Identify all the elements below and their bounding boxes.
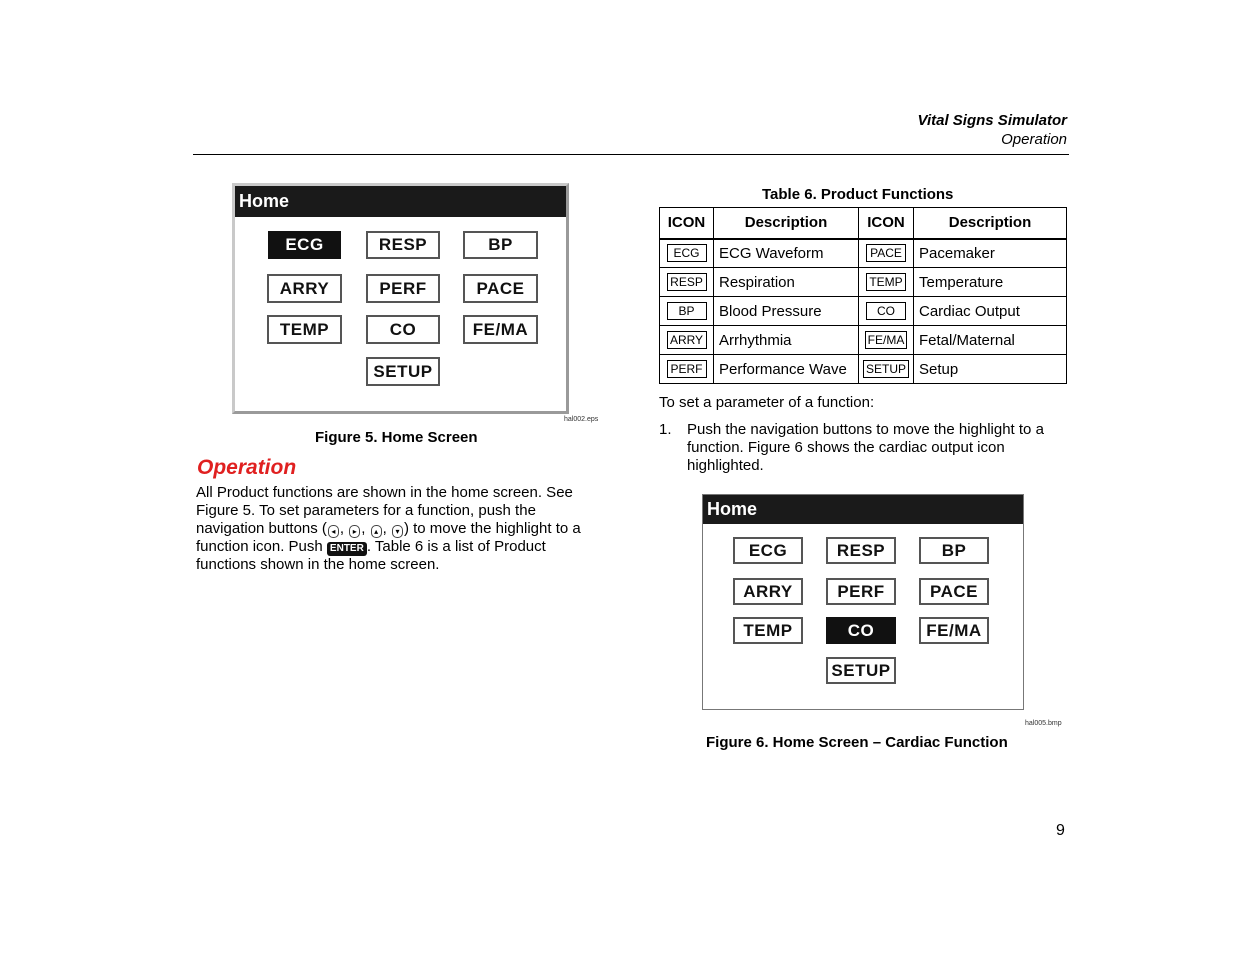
table-header-row — [660, 208, 1067, 239]
screen-button-co: CO — [826, 617, 896, 644]
para-line — [196, 538, 616, 556]
para-text: ) to move the highlight to a — [403, 520, 581, 537]
figure5-filename: hal002.eps — [564, 416, 599, 423]
screen-button-fema: FE/MA — [919, 617, 989, 644]
instructions-intro: To set a parameter of a function: — [659, 394, 875, 411]
screen-button-pace: PACE — [919, 578, 989, 605]
screen-button-perf: PERF — [366, 274, 440, 303]
table-cell: Arrhythmia — [714, 326, 859, 355]
table-cell — [859, 355, 914, 384]
para-line: functions shown in the home screen. — [196, 556, 440, 573]
screen-button-temp: TEMP — [733, 617, 803, 644]
table-row — [660, 355, 1067, 384]
screen-button-ecg: ECG — [268, 231, 341, 259]
para-text: navigation buttons ( — [196, 520, 327, 537]
table-cell — [660, 326, 714, 355]
screen-button-arry: ARRY — [267, 274, 342, 303]
running-header-section: Operation — [1001, 131, 1067, 148]
table-header-cell: ICON — [660, 208, 714, 239]
table-cell — [859, 297, 914, 326]
table-cell — [859, 239, 914, 268]
table-cell: Temperature — [914, 268, 1067, 297]
fema-icon: FE/MA — [865, 331, 908, 349]
screen-button-setup: SETUP — [826, 657, 896, 684]
ecg-icon: ECG — [667, 244, 707, 262]
table-cell — [660, 239, 714, 268]
table-cell: Fetal/Maternal — [914, 326, 1067, 355]
header-rule — [193, 154, 1069, 155]
step-line: Push the navigation buttons to move the highlight to a — [687, 421, 1044, 438]
table-cell: Cardiac Output — [914, 297, 1067, 326]
para-line: All Product functions are shown in the home screen. See — [196, 484, 573, 501]
running-header-title: Vital Signs Simulator — [917, 112, 1067, 129]
operation-paragraph — [196, 484, 616, 574]
figure5-caption: Figure 5. Home Screen — [315, 429, 478, 446]
screen-button-bp: BP — [463, 231, 538, 259]
para-line: Figure 5. To set parameters for a function, push the — [196, 502, 536, 519]
perf-icon: PERF — [667, 360, 707, 378]
screen-button-co: CO — [366, 315, 440, 344]
screen-button-temp: TEMP — [267, 315, 342, 344]
down-arrow-icon: ▾ — [392, 525, 403, 538]
step-text — [687, 421, 1077, 475]
screen-button-pace: PACE — [463, 274, 538, 303]
screen-title-bar: Home — [235, 186, 566, 217]
table-header-cell: ICON — [859, 208, 914, 239]
figure6-caption: Figure 6. Home Screen – Cardiac Function — [706, 734, 1008, 751]
resp-icon: RESP — [667, 273, 707, 291]
product-functions-table — [659, 207, 1067, 384]
step-line: highlighted. — [687, 457, 764, 474]
table-cell: ECG Waveform — [714, 239, 859, 268]
table-cell: Respiration — [714, 268, 859, 297]
table-cell — [660, 268, 714, 297]
table-header-cell: Description — [714, 208, 859, 239]
screen-button-bp: BP — [919, 537, 989, 564]
table-row — [660, 268, 1067, 297]
arry-icon: ARRY — [667, 331, 707, 349]
screen-title-bar: Home — [703, 495, 1023, 524]
section-title: Operation — [197, 456, 297, 479]
temp-icon: TEMP — [866, 273, 906, 291]
table-cell — [859, 326, 914, 355]
table-cell — [859, 268, 914, 297]
setup-icon: SETUP — [863, 360, 909, 378]
bp-icon: BP — [667, 302, 707, 320]
screen-button-arry: ARRY — [733, 578, 803, 605]
up-arrow-icon: ▴ — [371, 525, 382, 538]
screen-button-fema: FE/MA — [463, 315, 538, 344]
table-cell: Blood Pressure — [714, 297, 859, 326]
table-row — [660, 239, 1067, 268]
pace-icon: PACE — [866, 244, 906, 262]
table-header-cell: Description — [914, 208, 1067, 239]
table-cell — [660, 355, 714, 384]
right-arrow-icon: ▸ — [349, 525, 360, 538]
step-line: function. Figure 6 shows the cardiac output icon — [687, 439, 1005, 456]
table-cell: Performance Wave — [714, 355, 859, 384]
table-row — [660, 326, 1067, 355]
co-icon: CO — [866, 302, 906, 320]
left-arrow-icon: ◂ — [328, 525, 339, 538]
table-row — [660, 297, 1067, 326]
page-number: 9 — [1056, 822, 1065, 839]
para-text: function icon. Push — [196, 538, 327, 555]
screen-button-setup: SETUP — [366, 357, 440, 386]
figure6-filename: hal005.bmp — [1025, 720, 1062, 727]
table-cell — [660, 297, 714, 326]
enter-key-icon: ENTER — [327, 542, 367, 556]
para-line: navigation buttons ( ◂ , ▸ , ▴ , ▾ ) to move the highlight to a — [196, 520, 581, 537]
figure5-home-screen — [232, 183, 569, 414]
table-cell: Pacemaker — [914, 239, 1067, 268]
step-number: 1. — [659, 421, 672, 438]
table6-title: Table 6. Product Functions — [762, 186, 954, 203]
screen-button-ecg: ECG — [733, 537, 803, 564]
screen-button-resp: RESP — [366, 231, 440, 259]
figure6-home-screen — [702, 494, 1024, 710]
para-text: . Table 6 is a list of Product — [366, 538, 546, 555]
screen-button-perf: PERF — [826, 578, 896, 605]
table-cell: Setup — [914, 355, 1067, 384]
screen-button-resp: RESP — [826, 537, 896, 564]
